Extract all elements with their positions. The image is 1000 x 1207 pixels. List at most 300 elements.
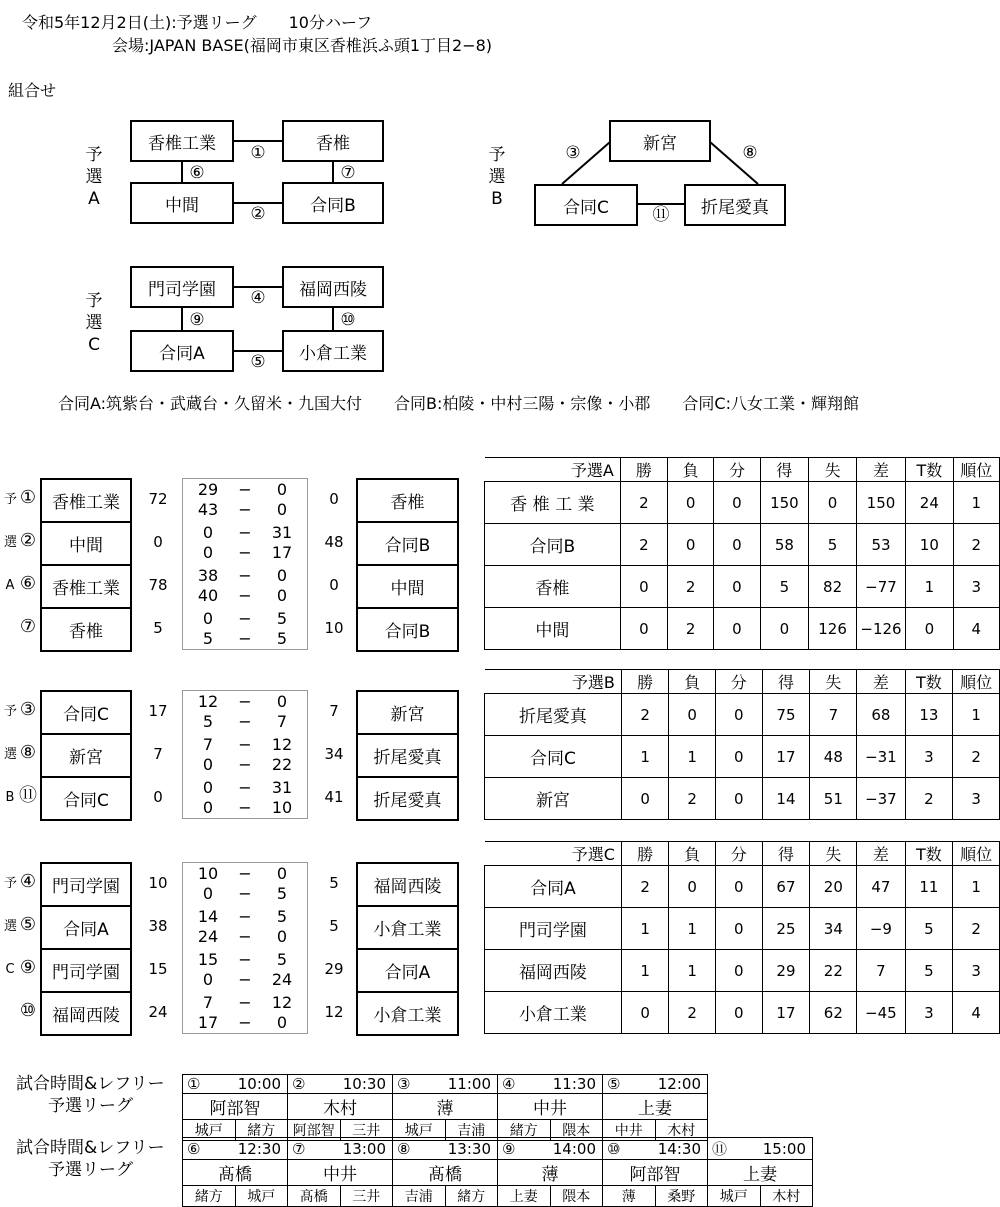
half2-home: 5 — [202, 629, 214, 648]
standings-cell: 0 — [715, 950, 762, 992]
match-number: ④ — [19, 871, 37, 892]
dash: − — [238, 884, 252, 903]
match-home-total: 72 — [148, 490, 168, 508]
standings-cell: 2 — [621, 866, 669, 908]
standings-team: 中間 — [485, 608, 621, 650]
schedule-assistant-1: 城戸 — [183, 1120, 236, 1141]
dash: − — [238, 755, 252, 774]
standings-header: 得 — [760, 458, 809, 482]
standings-cell: 150 — [760, 482, 809, 524]
half2-away: 0 — [276, 1013, 288, 1032]
standings-cell: 1 — [621, 908, 669, 950]
standings-cell: 1 — [906, 566, 954, 608]
half1-away: 31 — [271, 523, 293, 542]
schedule-slot — [393, 1075, 498, 1094]
schedule-main-referee: 木村 — [288, 1094, 393, 1120]
standings-cell: 0 — [715, 778, 762, 820]
standings-team: 福岡西陵 — [485, 950, 622, 992]
match-home-team: 合同A — [40, 905, 132, 950]
standings-row — [485, 694, 1000, 736]
schedule-match-no: ③ — [397, 1075, 411, 1093]
schedule-slot — [183, 1075, 288, 1094]
standings-cell: −45 — [857, 992, 905, 1034]
standings-cell: 2 — [620, 524, 667, 566]
match-away-total: 48 — [324, 533, 344, 551]
schedule-assistant-2: 緒方 — [445, 1186, 498, 1207]
match-no-3: ③ — [565, 143, 581, 163]
standings-cell: 3 — [905, 992, 953, 1034]
halftime-row-1 — [182, 906, 308, 927]
halftime-row-2 — [182, 711, 308, 732]
standings-cell: 0 — [715, 866, 762, 908]
schedule-assistant-1: 緒方 — [183, 1186, 236, 1207]
standings-cell: 17 — [762, 992, 810, 1034]
standings-cell: 2 — [953, 736, 1000, 778]
standings-cell: 11 — [905, 866, 953, 908]
half1-away: 12 — [271, 735, 293, 754]
schedule-assistant-2: 吉浦 — [445, 1120, 498, 1141]
standings-cell: 0 — [715, 908, 762, 950]
half1-away: 5 — [276, 609, 288, 628]
dash: − — [238, 692, 252, 711]
schedule-time: 12:00 — [657, 1075, 701, 1093]
half2-away: 7 — [276, 712, 288, 731]
dash: − — [238, 500, 252, 519]
dash: − — [238, 543, 252, 562]
standings-cell: 47 — [857, 866, 905, 908]
half2-home: 43 — [197, 500, 219, 519]
standings-cell: 0 — [620, 608, 667, 650]
schedule-assistant-2: 隈本 — [550, 1120, 603, 1141]
standings-cell: 4 — [953, 608, 999, 650]
standings-cell: 1 — [669, 736, 716, 778]
group-a-team-br: 合同B — [282, 182, 384, 224]
schedule-main-referee: 阿部智 — [603, 1160, 708, 1186]
standings-header: T数 — [905, 670, 953, 694]
standings-cell: 5 — [809, 524, 857, 566]
schedule-main-referee: 上妻 — [603, 1094, 708, 1120]
schedule-main-referee: 薄 — [393, 1094, 498, 1120]
standings-team: 合同B — [485, 524, 621, 566]
group-c-team-tr: 福岡西陵 — [282, 266, 384, 308]
group-c-vertical-label: 予 選 C — [85, 291, 103, 355]
match-number: ⑥ — [19, 573, 37, 594]
schedule-main-referee: 髙橋 — [183, 1160, 288, 1186]
standings-header: T数 — [905, 842, 953, 866]
standings-cell: 2 — [953, 908, 1000, 950]
dash: − — [238, 1013, 252, 1032]
dash: − — [238, 735, 252, 754]
schedule-match-no: ⑧ — [397, 1139, 411, 1158]
standings-team: 折尾愛真 — [485, 694, 622, 736]
dash: − — [238, 712, 252, 731]
standings-cell: 0 — [714, 482, 760, 524]
standings-cell: 5 — [905, 908, 953, 950]
half2-away: 0 — [276, 927, 288, 946]
standings-header: 分 — [715, 670, 762, 694]
match-away-team: 合同A — [356, 948, 459, 993]
half1-away: 31 — [271, 778, 293, 797]
match-number: ⑨ — [19, 957, 37, 978]
schedule-time: 15:00 — [762, 1140, 806, 1158]
match-away-total: 34 — [324, 745, 344, 763]
standings-cell: 2 — [669, 992, 716, 1034]
match-away-total: 0 — [329, 576, 339, 594]
standings-cell: 10 — [906, 524, 954, 566]
match-away-team: 香椎 — [356, 478, 459, 523]
schedule-assistant-2: 城戸 — [235, 1186, 288, 1207]
match-home-total: 17 — [148, 702, 168, 720]
standings-cell: 14 — [762, 778, 810, 820]
standings-header: 負 — [669, 670, 716, 694]
standings-table-c — [484, 841, 1000, 1034]
standings-team: 香 椎 工 業 — [485, 482, 621, 524]
schedule-main-referee: 上妻 — [708, 1160, 813, 1186]
match-away-total: 5 — [329, 917, 339, 935]
schedule-slot — [603, 1138, 708, 1160]
standings-cell: 1 — [953, 694, 1000, 736]
standings-header: 差 — [856, 458, 905, 482]
group-c-team-br: 小倉工業 — [282, 330, 384, 372]
standings-cell: 0 — [715, 992, 762, 1034]
half2-away: 10 — [271, 798, 293, 817]
standings-row — [485, 566, 1000, 608]
match-away-total: 41 — [324, 788, 344, 806]
match-home-total: 38 — [148, 917, 168, 935]
schedule-assistant-1: 髙橋 — [288, 1186, 341, 1207]
dash: − — [238, 970, 252, 989]
standings-team: 小倉工業 — [485, 992, 622, 1034]
schedule-main-referee: 薄 — [498, 1160, 603, 1186]
match-no-5: ⑤ — [250, 352, 266, 372]
match-side-label: A — [5, 578, 15, 593]
standings-row — [485, 482, 1000, 524]
standings-header: 負 — [667, 458, 713, 482]
standings-group-label: 予選B — [571, 673, 615, 692]
group-a-vertical-label: 予 選 A — [85, 145, 103, 209]
standings-cell: 0 — [621, 778, 669, 820]
dash: − — [238, 798, 252, 817]
half2-home: 0 — [202, 798, 214, 817]
match-number: ② — [19, 530, 37, 551]
schedule-assistant-2: 木村 — [655, 1120, 708, 1141]
standings-cell: 0 — [760, 608, 809, 650]
match-home-team: 香椎工業 — [40, 478, 132, 523]
standings-cell: 150 — [856, 482, 905, 524]
halftime-row-1 — [182, 777, 308, 798]
halftime-row-1 — [182, 565, 308, 586]
half1-home: 29 — [197, 480, 219, 499]
standings-row — [485, 736, 1000, 778]
match-side-label: B — [5, 790, 15, 805]
half1-home: 0 — [202, 523, 214, 542]
match-home-team: 中間 — [40, 521, 132, 566]
schedule-assistant-1: 吉浦 — [393, 1186, 446, 1207]
standings-cell: 1 — [669, 950, 716, 992]
standings-cell: 0 — [714, 524, 760, 566]
match-away-team: 合同B — [356, 521, 459, 566]
standings-group-label: 予選C — [571, 845, 615, 864]
standings-team: 新宮 — [485, 778, 622, 820]
schedule-assistant-1: 阿部智 — [288, 1120, 341, 1141]
standings-cell: 5 — [760, 566, 809, 608]
schedule-assistant-2: 隈本 — [550, 1186, 603, 1207]
halftime-row-1 — [182, 734, 308, 755]
match-number: ⑤ — [19, 914, 37, 935]
standings-team: 香椎 — [485, 566, 621, 608]
match-away-total: 7 — [329, 702, 339, 720]
standings-cell: −126 — [856, 608, 905, 650]
match-away-team: 折尾愛真 — [356, 733, 459, 778]
schedule-match-no: ⑥ — [187, 1139, 201, 1158]
standings-cell: 2 — [953, 524, 999, 566]
match-home-team: 香椎工業 — [40, 564, 132, 609]
half1-home: 0 — [202, 778, 214, 797]
half1-home: 15 — [197, 950, 219, 969]
half2-home: 40 — [197, 586, 219, 605]
kumiawase-label: 組合せ — [8, 81, 57, 100]
schedule-match-no: ② — [292, 1075, 306, 1093]
standings-cell: 0 — [906, 608, 954, 650]
halftime-row-2 — [182, 797, 308, 818]
halftime-row-1 — [182, 992, 308, 1013]
schedule-assistant-1: 中井 — [603, 1120, 656, 1141]
standings-cell: 75 — [762, 694, 810, 736]
standings-cell: 2 — [667, 608, 713, 650]
standings-cell: 2 — [669, 778, 716, 820]
standings-header: 得 — [762, 842, 810, 866]
standings-group-label: 予選A — [570, 461, 614, 480]
header-venue-line: 会場:JAPAN BASE(福岡市東区香椎浜ふ頭1丁目2−8) — [112, 36, 493, 55]
schedule-slot — [498, 1075, 603, 1094]
standings-cell: 3 — [953, 566, 999, 608]
standings-cell: 0 — [667, 524, 713, 566]
standings-header: 順位 — [953, 458, 999, 482]
match-away-total: 29 — [324, 960, 344, 978]
standings-cell: 0 — [621, 992, 669, 1034]
match-away-total: 10 — [324, 619, 344, 637]
schedule-title-2: 予選リーグ — [48, 1096, 133, 1116]
halftime-row-2 — [182, 754, 308, 775]
dash: − — [238, 629, 252, 648]
standings-cell: 2 — [667, 566, 713, 608]
group-c-team-tl: 門司学園 — [130, 266, 234, 308]
standings-team: 合同A — [485, 866, 622, 908]
schedule-assistant-1: 薄 — [603, 1186, 656, 1207]
standings-cell: 1 — [621, 736, 669, 778]
halftime-row-2 — [182, 926, 308, 947]
standings-cell: 17 — [762, 736, 810, 778]
standings-cell: 0 — [809, 482, 857, 524]
schedule-title-3: 試合時間&レフリー — [16, 1138, 165, 1158]
standings-cell: 7 — [810, 694, 857, 736]
match-no-6: ⑥ — [189, 163, 205, 183]
half1-home: 10 — [197, 864, 219, 883]
match-number: ① — [19, 487, 37, 508]
schedule-match-no: ⑩ — [607, 1139, 621, 1158]
standings-header: 分 — [714, 458, 760, 482]
match-number: ⑧ — [19, 742, 37, 763]
match-no-11: ⑪ — [652, 205, 670, 225]
halftime-row-2 — [182, 969, 308, 990]
half1-home: 14 — [197, 907, 219, 926]
standings-cell: 1 — [953, 482, 999, 524]
schedule-slot — [498, 1138, 603, 1160]
standings-row — [485, 778, 1000, 820]
schedule-time: 12:30 — [237, 1139, 281, 1158]
match-number: ⑩ — [19, 1000, 37, 1021]
half2-home: 5 — [202, 712, 214, 731]
schedule-main-referee: 中井 — [288, 1160, 393, 1186]
half2-home: 0 — [202, 543, 214, 562]
match-home-team: 門司学園 — [40, 862, 132, 907]
halftime-row-1 — [182, 608, 308, 629]
schedule-title-1: 試合時間&レフリー — [16, 1074, 165, 1094]
schedule-match-no: ⑤ — [607, 1075, 621, 1093]
group-a-team-tr: 香椎 — [282, 120, 384, 162]
match-home-team: 合同C — [40, 776, 132, 821]
standings-cell: 22 — [810, 950, 857, 992]
match-home-total: 78 — [148, 576, 168, 594]
standings-cell: 58 — [760, 524, 809, 566]
standings-cell: 68 — [857, 694, 905, 736]
half1-home: 38 — [197, 566, 219, 585]
halftime-row-1 — [182, 863, 308, 884]
standings-cell: 24 — [906, 482, 954, 524]
match-home-total: 10 — [148, 874, 168, 892]
half2-away: 0 — [276, 500, 288, 519]
standings-cell: 3 — [953, 778, 1000, 820]
match-away-team: 合同B — [356, 607, 459, 652]
half2-away: 5 — [276, 884, 288, 903]
match-away-total: 5 — [329, 874, 339, 892]
half2-away: 24 — [271, 970, 293, 989]
standings-team: 門司学園 — [485, 908, 622, 950]
schedule-title-4: 予選リーグ — [48, 1160, 133, 1180]
schedule-slot — [603, 1075, 708, 1094]
standings-header: 差 — [857, 670, 905, 694]
dash: − — [238, 864, 252, 883]
half2-away: 17 — [271, 543, 293, 562]
match-away-total: 12 — [324, 1003, 344, 1021]
standings-cell: 2 — [905, 778, 953, 820]
standings-header: 順位 — [953, 842, 1000, 866]
dash: − — [238, 566, 252, 585]
dash: − — [238, 609, 252, 628]
standings-cell: 48 — [810, 736, 857, 778]
group-b-team-top: 新宮 — [609, 120, 711, 162]
group-b-vertical-label: 予 選 B — [488, 145, 506, 209]
schedule-time: 10:30 — [342, 1075, 386, 1093]
schedule-match-no: ⑨ — [502, 1139, 516, 1158]
standings-cell: 1 — [621, 950, 669, 992]
standings-cell: 13 — [905, 694, 953, 736]
standings-header: 分 — [715, 842, 762, 866]
halftime-row-2 — [182, 499, 308, 520]
schedule-table-row2 — [182, 1137, 813, 1207]
match-no-1: ① — [250, 143, 266, 163]
dash: − — [238, 480, 252, 499]
match-no-7: ⑦ — [340, 163, 356, 183]
standings-cell: 62 — [810, 992, 857, 1034]
group-a-team-tl: 香椎工業 — [130, 120, 234, 162]
match-side-label: 予 — [4, 704, 18, 719]
schedule-assistant-1: 城戸 — [393, 1120, 446, 1141]
halftime-row-2 — [182, 542, 308, 563]
match-home-total: 0 — [153, 533, 163, 551]
match-home-team: 門司学園 — [40, 948, 132, 993]
standings-header: 負 — [669, 842, 716, 866]
standings-row — [485, 866, 1000, 908]
schedule-main-referee: 髙橋 — [393, 1160, 498, 1186]
schedule-match-no: ① — [187, 1075, 201, 1093]
standings-row — [485, 908, 1000, 950]
standings-header: 得 — [762, 670, 810, 694]
group-a-team-bl: 中間 — [130, 182, 234, 224]
standings-cell: 53 — [856, 524, 905, 566]
header-date-line: 令和5年12月2日(土):予選リーグ 10分ハーフ — [22, 13, 373, 32]
standings-cell: 20 — [810, 866, 857, 908]
half2-home: 24 — [197, 927, 219, 946]
match-away-team: 小倉工業 — [356, 905, 459, 950]
standings-header: 順位 — [953, 670, 1000, 694]
standings-cell: 2 — [621, 694, 669, 736]
halftime-row-2 — [182, 628, 308, 649]
schedule-assistant-2: 緒方 — [235, 1120, 288, 1141]
standings-cell: 1 — [953, 866, 1000, 908]
standings-table-a — [484, 457, 1000, 650]
standings-header: 差 — [857, 842, 905, 866]
standings-cell: 34 — [810, 908, 857, 950]
match-no-10: ⑩ — [340, 310, 356, 330]
standings-cell: −37 — [857, 778, 905, 820]
half1-home: 7 — [202, 993, 214, 1012]
standings-cell: 0 — [669, 694, 716, 736]
schedule-time: 14:00 — [552, 1139, 596, 1158]
match-no-9: ⑨ — [189, 310, 205, 330]
godo-composition-note: 合同A:筑紫台・武蔵台・久留米・九国大付 合同B:柏陵・中村三陽・宗像・小郡 合同C:八女工業・輝翔館 — [58, 394, 859, 413]
schedule-slot — [708, 1138, 813, 1160]
half2-home: 17 — [197, 1013, 219, 1032]
schedule-table-row1 — [182, 1074, 708, 1141]
match-side-label: C — [5, 962, 15, 977]
half1-home: 7 — [202, 735, 214, 754]
half1-away: 12 — [271, 993, 293, 1012]
halftime-row-2 — [182, 585, 308, 606]
standings-cell: 0 — [715, 736, 762, 778]
standings-cell: 29 — [762, 950, 810, 992]
group-b-team-br: 折尾愛真 — [684, 184, 786, 226]
schedule-assistant-1: 城戸 — [708, 1186, 761, 1207]
schedule-assistant-2: 木村 — [760, 1186, 813, 1207]
schedule-time: 13:00 — [342, 1139, 386, 1158]
schedule-assistant-1: 上妻 — [498, 1186, 551, 1207]
half2-home: 0 — [202, 884, 214, 903]
match-side-label: 選 — [4, 747, 18, 762]
half2-away: 22 — [271, 755, 293, 774]
standings-cell: 2 — [620, 482, 667, 524]
match-side-label: 予 — [4, 876, 18, 891]
half2-home: 0 — [202, 970, 214, 989]
schedule-match-no: ④ — [502, 1075, 516, 1093]
halftime-row-1 — [182, 479, 308, 500]
standings-cell: 0 — [714, 566, 760, 608]
match-number: ⑦ — [19, 616, 37, 637]
standings-cell: −9 — [857, 908, 905, 950]
dash: − — [238, 586, 252, 605]
match-no-4: ④ — [250, 288, 266, 308]
schedule-time: 14:30 — [657, 1139, 701, 1158]
